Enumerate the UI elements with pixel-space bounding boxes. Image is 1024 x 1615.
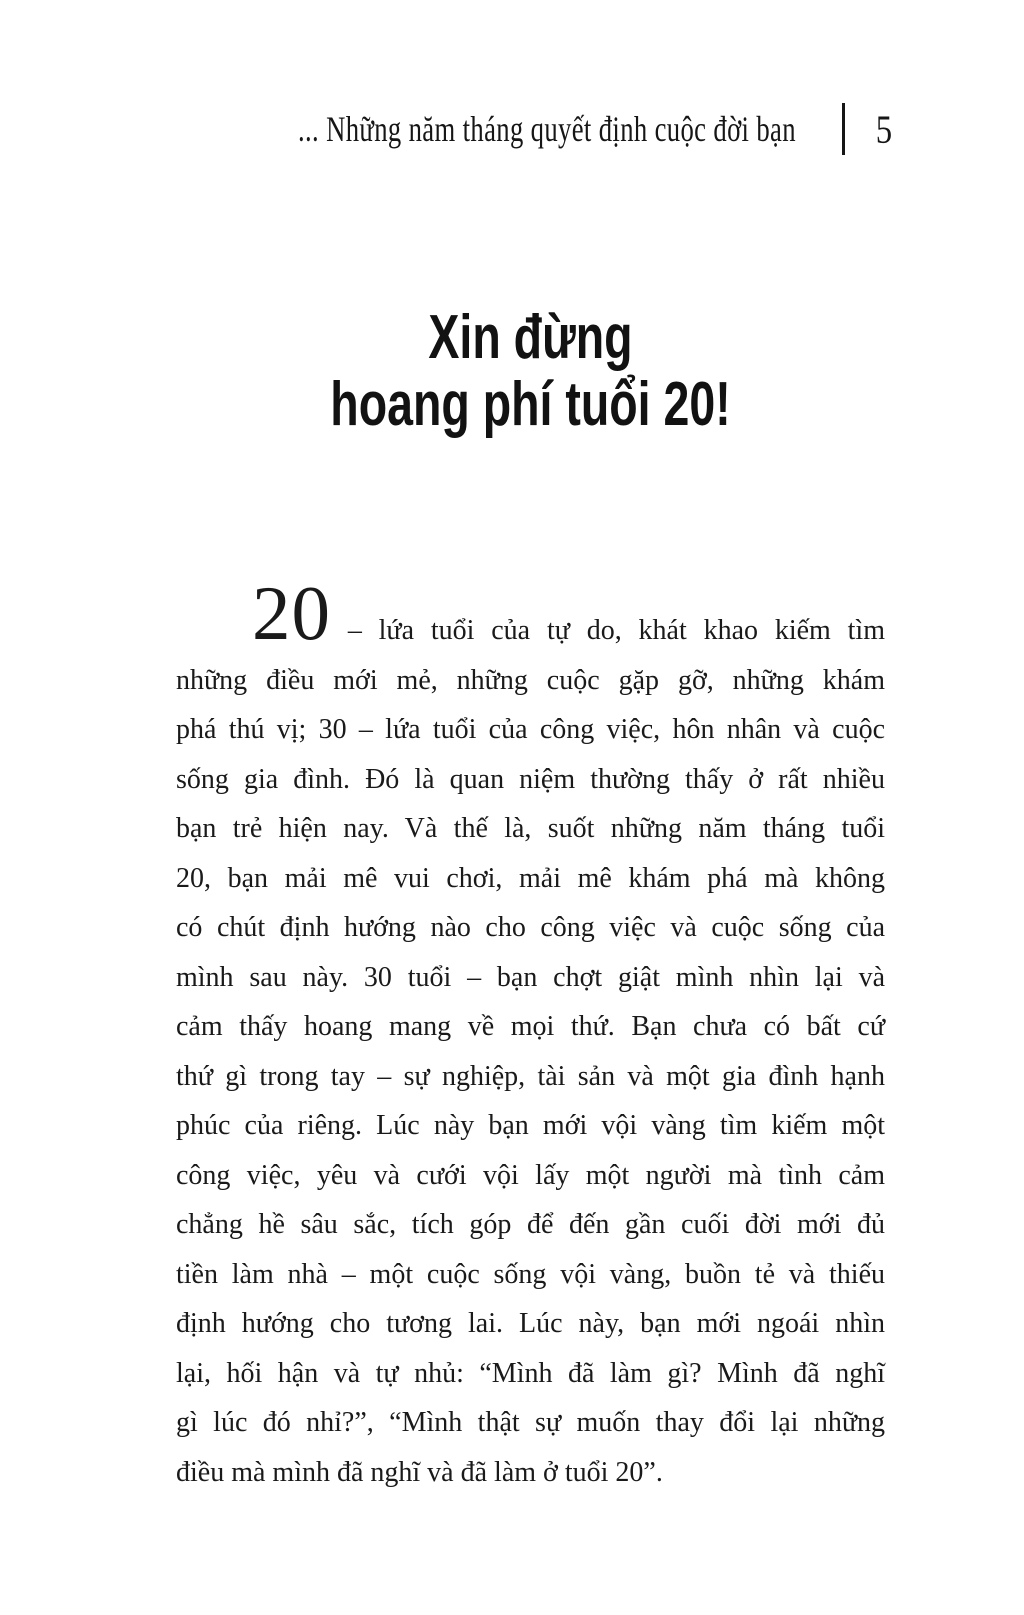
opening-number: 20 — [252, 570, 331, 656]
chapter-title-line-2: hoang phí tuổi 20! — [330, 370, 731, 439]
running-header — [123, 101, 894, 157]
body-line: lại, hối hận và tự nhủ: “Mình đã làm gì? Mình đã nghĩ — [176, 1357, 885, 1389]
body-line: chẳng hề sâu sắc, tích góp để đến gần cuối đời mới đủ — [176, 1209, 885, 1240]
body-line: điều mà mình đã nghĩ và đã làm ở tuổi 20”. — [176, 1456, 663, 1488]
body-line — [176, 570, 885, 656]
chapter-title — [176, 304, 885, 438]
body-line: sống gia đình. Đó là quan niệm thường thấy ở rất nhiều — [176, 763, 885, 795]
body-line: những điều mới mẻ, những cuộc gặp gỡ, những khám — [176, 664, 885, 696]
page-number: 5 — [875, 106, 893, 152]
body-paragraph — [176, 570, 885, 1497]
body-line-text: – lứa tuổi của tự do, khát khao kiếm tìm — [347, 615, 885, 646]
body-line: bạn trẻ hiện nay. Và thế là, suốt những năm tháng tuổi — [176, 813, 885, 844]
chapter-title-line-1: Xin đừng — [428, 303, 633, 372]
body-line: phúc của riêng. Lúc này bạn mới vội vàng tìm kiếm một — [176, 1110, 885, 1141]
running-title: ... Những năm tháng quyết định cuộc đời bạn — [298, 109, 796, 149]
body-line: định hướng cho tương lai. Lúc này, bạn mới ngoái nhìn — [176, 1308, 885, 1339]
body-line: tiền làm nhà – một cuộc sống vội vàng, buồn tẻ và thiếu — [176, 1258, 885, 1290]
body-line: gì lúc đó nhỉ?”, “Mình thật sự muốn thay đổi lại những — [176, 1407, 885, 1438]
body-line: cảm thấy hoang mang về mọi thứ. Bạn chưa có bất cứ — [176, 1011, 885, 1042]
body-line: 20, bạn mải mê vui chơi, mải mê khám phá mà không — [176, 862, 885, 894]
body-line: phá thú vị; 30 – lứa tuổi của công việc, hôn nhân và cuộc — [176, 714, 885, 745]
body-line: thứ gì trong tay – sự nghiệp, tài sản và một gia đình hạnh — [176, 1060, 885, 1092]
body-line: công việc, yêu và cưới vội lấy một người mà tình cảm — [176, 1159, 885, 1191]
body-line: có chút định hướng nào cho công việc và cuộc sống của — [176, 912, 885, 943]
body-line: mình sau này. 30 tuổi – bạn chợt giật mình nhìn lại và — [176, 961, 885, 993]
header-divider-bar — [842, 103, 845, 155]
